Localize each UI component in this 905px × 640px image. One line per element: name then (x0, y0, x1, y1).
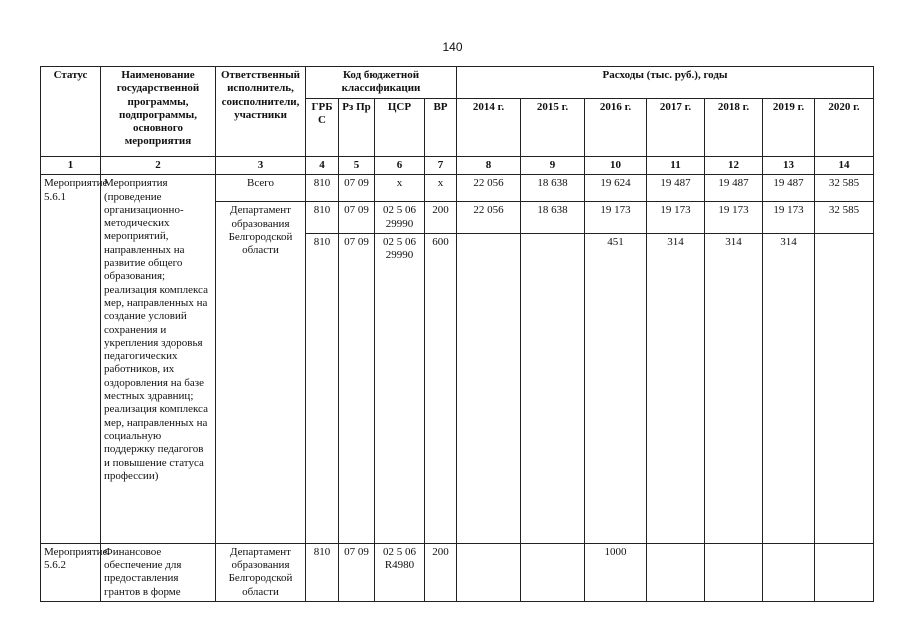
header-vr: ВР (425, 99, 457, 157)
vr-cell: 200 (425, 543, 457, 601)
grbs-cell: 810 (306, 543, 339, 601)
value-cell: 314 (647, 233, 705, 543)
value-cell (521, 543, 585, 601)
measure-name-cell: Мероприятия (проведение организационно-методических мероприятий, направленных на развитие общего образования; реализация комплекса мер, направленных на создание условий сохранения и укрепления здоровья педагогических работников, их оздоровления на базе местных здравниц; реализация комплекса мер, направленных на социальную поддержку педагогов и повышение статуса профессии) (101, 175, 216, 544)
responsible-cell: Департамент образования Белгородской области (216, 543, 306, 601)
table-row (41, 543, 874, 601)
header-year: 2018 г. (705, 99, 763, 157)
header-expenses: Расходы (тыс. руб.), годы (457, 67, 874, 99)
value-cell: 19 173 (585, 202, 647, 234)
header-status: Статус (41, 67, 101, 157)
column-number: 5 (339, 157, 375, 175)
header-year: 2017 г. (647, 99, 705, 157)
column-number: 6 (375, 157, 425, 175)
column-number: 10 (585, 157, 647, 175)
column-number: 13 (763, 157, 815, 175)
header-year: 2019 г. (763, 99, 815, 157)
column-number: 3 (216, 157, 306, 175)
header-budget-code: Код бюджетной классификации (306, 67, 457, 99)
measure-name-cell: Финансовое обеспечение для предоставления грантов в форме (101, 543, 216, 601)
header-grbs: ГРБ С (306, 99, 339, 157)
value-cell (521, 233, 585, 543)
value-cell (457, 233, 521, 543)
responsible-cell: Департамент образования Белгородской области (216, 202, 306, 544)
rzpr-cell: 07 09 (339, 543, 375, 601)
value-cell: 19 173 (647, 202, 705, 234)
value-cell: 451 (585, 233, 647, 543)
header-year: 2020 г. (815, 99, 874, 157)
value-cell: 19 487 (705, 175, 763, 202)
value-cell: 18 638 (521, 175, 585, 202)
value-cell: 1000 (585, 543, 647, 601)
value-cell: 32 585 (815, 202, 874, 234)
header-name: Наименование государственной программы, подпрограммы, основного мероприятия (101, 67, 216, 157)
csr-cell: 02 5 06 29990 (375, 233, 425, 543)
page-number: 140 (442, 40, 463, 54)
header-year: 2014 г. (457, 99, 521, 157)
column-number: 2 (101, 157, 216, 175)
value-cell (815, 543, 874, 601)
grbs-cell: 810 (306, 233, 339, 543)
responsible-cell: Всего (216, 175, 306, 202)
budget-table (40, 66, 874, 602)
value-cell: 32 585 (815, 175, 874, 202)
value-cell (457, 543, 521, 601)
vr-cell: 600 (425, 233, 457, 543)
column-number-row (41, 157, 874, 175)
column-number: 11 (647, 157, 705, 175)
vr-cell: 200 (425, 202, 457, 234)
value-cell: 314 (763, 233, 815, 543)
column-number: 1 (41, 157, 101, 175)
status-cell: Мероприятие 5.6.2 (41, 543, 101, 601)
value-cell: 314 (705, 233, 763, 543)
header-csr: ЦСР (375, 99, 425, 157)
value-cell: 19 487 (763, 175, 815, 202)
grbs-cell: 810 (306, 202, 339, 234)
value-cell (647, 543, 705, 601)
column-number: 12 (705, 157, 763, 175)
column-number: 14 (815, 157, 874, 175)
value-cell (815, 233, 874, 543)
value-cell (763, 543, 815, 601)
rzpr-cell: 07 09 (339, 202, 375, 234)
csr-cell: 02 5 06 R4980 (375, 543, 425, 601)
header-year: 2016 г. (585, 99, 647, 157)
value-cell: 19 487 (647, 175, 705, 202)
rzpr-cell: 07 09 (339, 233, 375, 543)
value-cell: 19 173 (763, 202, 815, 234)
value-cell: 19 173 (705, 202, 763, 234)
csr-cell: 02 5 06 29990 (375, 202, 425, 234)
value-cell: 19 624 (585, 175, 647, 202)
value-cell: 18 638 (521, 202, 585, 234)
value-cell: 22 056 (457, 175, 521, 202)
column-number: 9 (521, 157, 585, 175)
csr-cell: х (375, 175, 425, 202)
value-cell: 22 056 (457, 202, 521, 234)
grbs-cell: 810 (306, 175, 339, 202)
table-row (41, 175, 874, 202)
column-number: 8 (457, 157, 521, 175)
vr-cell: х (425, 175, 457, 202)
value-cell (705, 543, 763, 601)
rzpr-cell: 07 09 (339, 175, 375, 202)
header-year: 2015 г. (521, 99, 585, 157)
status-cell: Мероприятие 5.6.1 (41, 175, 101, 544)
header-rzpr: Рз Пр (339, 99, 375, 157)
column-number: 4 (306, 157, 339, 175)
column-number: 7 (425, 157, 457, 175)
header-responsible: Ответственный исполнитель, соисполнители, участники (216, 67, 306, 157)
